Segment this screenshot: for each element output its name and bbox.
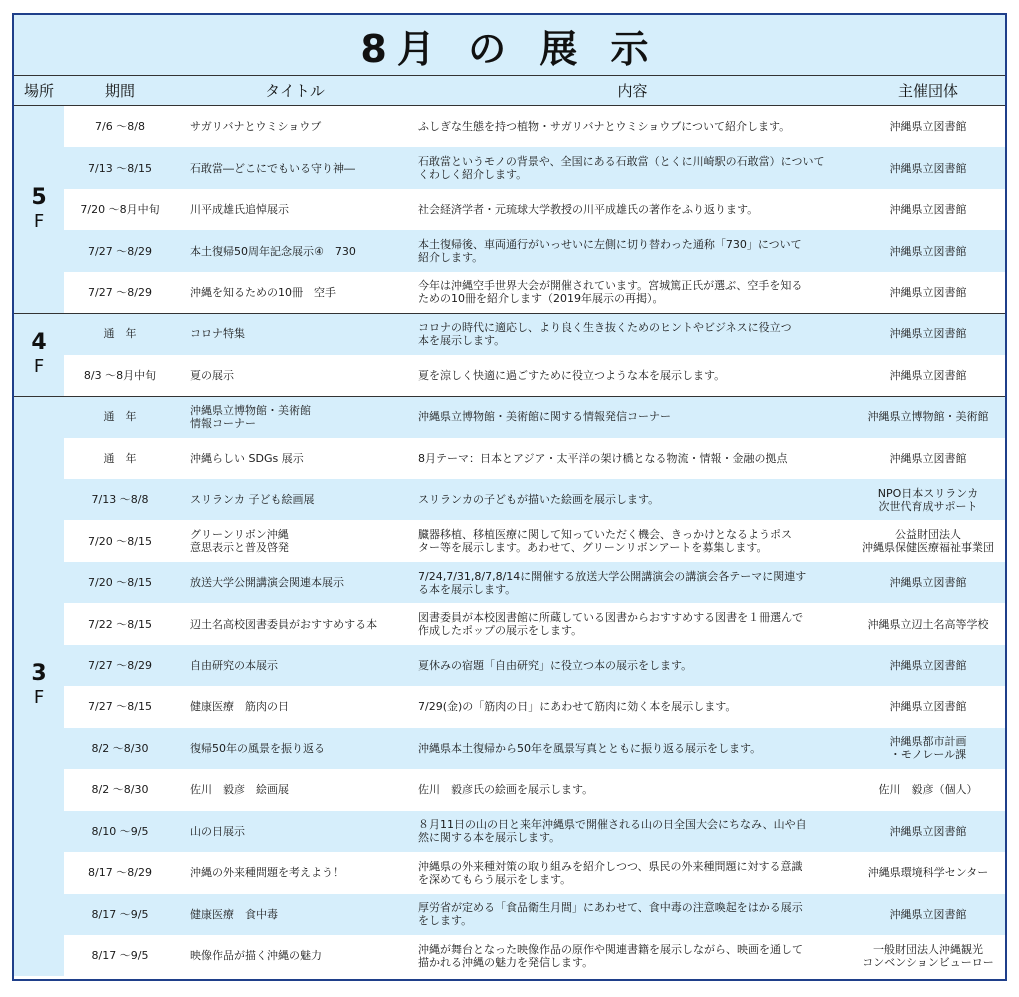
row-title: 夏の展示	[190, 368, 234, 382]
floor-label-3f	[14, 396, 64, 976]
row-content: スリランカの子どもが描いた絵画を展示します。	[418, 493, 660, 507]
floor-number: 3	[31, 661, 47, 686]
row-title: グリーンリボン沖縄 意思表示と普及啓発	[190, 528, 289, 555]
row-content: 沖縄県立博物館・美術館に関する情報発信コーナー	[418, 410, 671, 424]
row-title: 放送大学公開講演会関連本展示	[190, 576, 344, 590]
row-content: 8月テーマ：日本とアジア・太平洋の架け橋となる物流・情報・金融の拠点	[418, 451, 788, 465]
row-organizer: 沖縄県立図書館	[889, 161, 967, 175]
table-row	[64, 935, 1005, 976]
row-organizer: 沖縄県立図書館	[889, 327, 967, 341]
row-organizer: 公益財団法人 沖縄県保健医療福祉事業団	[862, 528, 994, 555]
row-organizer: 沖縄県立図書館	[889, 700, 967, 714]
row-content: 臓器移植、移植医療に関して知っていただく機会、きっかけとなるようポス ター等を展示します。あわせて、グリーンリボンアートを募集します。	[418, 528, 792, 555]
table-header	[14, 75, 1005, 106]
row-period: 8/17 ～8/29	[88, 866, 152, 880]
row-content: ８月11日の山の日と来年沖縄県で開催される山の日全国大会にちなみ、山や自 然に関する本を展示します。	[418, 818, 807, 845]
exhibition-table	[12, 13, 1007, 981]
table-row	[64, 479, 1005, 520]
row-title: 沖縄らしい SDGs 展示	[190, 451, 304, 465]
row-period: 7/27 ～8/29	[88, 285, 152, 299]
row-organizer: 沖縄県環境科学センター	[867, 866, 989, 880]
table-row	[64, 728, 1005, 769]
row-title: 沖縄を知るための10冊 空手	[190, 285, 336, 299]
row-content: 7/24,7/31,8/7,8/14に開催する放送大学公開講演会の講演会各テーマに関連す る本を展示します。	[418, 569, 807, 596]
row-content: 沖縄が舞台となった映像作品の原作や関連書籍を展示しながら、映画を通して 描かれる沖縄の魅力を発信します。	[418, 942, 803, 969]
row-organizer: 佐川 毅彦（個人）	[878, 783, 978, 797]
row-content: コロナの時代に適応し、より良く生き抜くためのヒントやビジネスに役立つ 本を展示します。	[418, 320, 792, 347]
row-content: ふしぎな生態を持つ植物・サガリバナとウミショウブについて紹介します。	[418, 120, 791, 134]
row-content: 7/29(金)の「筋肉の日」にあわせて筋肉に効く本を展示します。	[418, 700, 737, 714]
row-period: 7/6 ～8/8	[95, 120, 145, 134]
table-row	[64, 396, 1005, 437]
row-period: 7/13 ～8/8	[91, 493, 149, 507]
table-row	[64, 230, 1005, 271]
row-period: 8/3 ～8月中旬	[83, 368, 157, 382]
row-organizer: 沖縄県立図書館	[889, 451, 967, 465]
row-organizer: NPO日本スリランカ 次世代育成サポート	[877, 486, 979, 513]
floor-number: 5	[31, 184, 47, 210]
header-title: タイトル	[265, 82, 325, 100]
row-period: 8/17 ～9/5	[91, 907, 149, 921]
row-title: 佐川 毅彦 絵画展	[190, 783, 289, 797]
row-organizer: 沖縄県立図書館	[889, 576, 967, 590]
row-organizer: 沖縄県立博物館・美術館	[867, 410, 989, 424]
row-title: 映像作品が描く沖縄の魅力	[190, 949, 322, 963]
row-period: 8/17 ～9/5	[91, 949, 149, 963]
row-content: 本土復帰後、車両通行がいっせいに左側に切り替わった通称「730」について 紹介します。	[418, 238, 802, 265]
row-organizer: 一般財団法人沖縄観光 コンベンションビューロー	[862, 942, 994, 969]
row-organizer: 沖縄県立図書館	[889, 907, 967, 921]
table-row	[64, 603, 1005, 644]
table-row	[64, 562, 1005, 603]
row-title: スリランカ 子ども絵画展	[190, 493, 315, 507]
row-content: 佐川 毅彦氏の絵画を展示します。	[418, 783, 594, 797]
row-title: 辺土名高校図書委員がおすすめする本	[190, 617, 378, 631]
row-content: 沖縄県本土復帰から50年を風景写真とともに振り返る展示をします。	[418, 741, 762, 755]
header-content: 内容	[617, 82, 648, 100]
row-title: コロナ特集	[190, 327, 245, 341]
table-row	[64, 852, 1005, 893]
header-place: 場所	[23, 82, 54, 100]
row-organizer: 沖縄県立図書館	[889, 368, 967, 382]
row-title: 自由研究の本展示	[190, 659, 278, 673]
row-period: 7/20 ～8月中旬	[80, 203, 160, 217]
row-organizer: 沖縄県立辺土名高等学校	[867, 617, 989, 631]
row-content: 図書委員が本校図書館に所蔵している図書からおすすめする図書を１冊選んで 作成したポップの展示をします。	[418, 611, 804, 638]
row-title: 健康医療 食中毒	[190, 907, 278, 921]
row-organizer: 沖縄県立図書館	[889, 824, 967, 838]
table-row	[64, 189, 1005, 230]
row-period: 通 年	[103, 410, 137, 424]
row-organizer: 沖縄県都市計画 ・モノレール課	[889, 735, 967, 762]
row-period: 7/27 ～8/15	[88, 700, 152, 714]
header-organizer: 主催団体	[897, 82, 958, 100]
row-content: 石敢當というモノの背景や、全国にある石敢當（とくに川崎駅の石敢當）について くわしく紹介します。	[418, 155, 825, 182]
floor-label-5f	[14, 106, 64, 313]
row-organizer: 沖縄県立図書館	[889, 659, 967, 673]
row-period: 通 年	[103, 451, 137, 465]
row-title: 健康医療 筋肉の日	[190, 700, 289, 714]
row-title: サガリバナとウミショウブ	[190, 120, 322, 134]
floor-suffix: F	[33, 210, 45, 232]
row-title: 本土復帰50周年記念展示④ 730	[190, 244, 356, 258]
row-content: 今年は沖縄空手世界大会が開催されています。宮城篤正氏が選ぶ、空手を知る ための10冊を紹介します（2019年展示の再掲）。	[418, 279, 803, 306]
table-row	[64, 313, 1005, 354]
row-content: 夏を涼しく快適に過ごすために役立つような本を展示します。	[418, 368, 726, 382]
row-period: 7/22 ～8/15	[88, 617, 152, 631]
row-title: 沖縄県立博物館・美術館 情報コーナー	[190, 403, 311, 430]
row-title: 復帰50年の風景を振り返る	[190, 741, 325, 755]
row-period: 7/20 ～8/15	[88, 576, 152, 590]
row-period: 7/27 ～8/29	[88, 659, 152, 673]
row-content: 沖縄県の外来種対策の取り組みを紹介しつつ、県民の外来種問題に対する意識 を深めてもらう展示をします。	[418, 859, 803, 886]
table-row	[64, 894, 1005, 935]
table-row	[64, 686, 1005, 727]
row-period: 7/27 ～8/29	[88, 244, 152, 258]
table-row	[64, 811, 1005, 852]
row-organizer: 沖縄県立図書館	[889, 244, 967, 258]
floor-divider	[14, 396, 1005, 397]
table-row	[64, 645, 1005, 686]
row-period: 8/2 ～8/30	[91, 741, 149, 755]
row-content: 社会経済学者・元琉球大学教授の川平成雄氏の著作をふり返ります。	[418, 203, 759, 217]
row-organizer: 沖縄県立図書館	[889, 285, 967, 299]
table-row	[64, 272, 1005, 313]
floor-suffix: F	[33, 355, 45, 377]
table-row	[64, 769, 1005, 810]
floor-divider	[14, 313, 1005, 314]
row-period: 7/20 ～8/15	[88, 534, 152, 548]
row-title: 川平成雄氏追悼展示	[190, 203, 289, 217]
row-title: 石敢當―どこにでもいる守り神―	[190, 161, 355, 175]
row-title: 沖縄の外来種問題を考えよう！	[190, 866, 344, 880]
table-row	[64, 438, 1005, 479]
table-row	[64, 521, 1005, 562]
row-organizer: 沖縄県立図書館	[889, 120, 967, 134]
row-period: 通 年	[103, 327, 137, 341]
table-row	[64, 147, 1005, 188]
floor-number: 4	[31, 329, 47, 355]
row-period: 7/13 ～8/15	[88, 161, 152, 175]
page-title: 8月 の 展 示	[14, 15, 1005, 75]
row-title: 山の日展示	[190, 824, 245, 838]
row-content: 夏休みの宿題「自由研究」に役立つ本の展示をします。	[418, 659, 693, 673]
row-period: 8/2 ～8/30	[91, 783, 149, 797]
row-period: 8/10 ～9/5	[91, 824, 149, 838]
floor-suffix: F	[33, 687, 45, 708]
table-row	[64, 355, 1005, 396]
row-organizer: 沖縄県立図書館	[889, 203, 967, 217]
row-content: 厚労省が定める「食品衛生月間」にあわせて、食中毒の注意喚起をはかる展示 をします。	[418, 901, 803, 928]
floor-label-4f	[14, 313, 64, 396]
table-row	[64, 106, 1005, 147]
header-period: 期間	[104, 82, 135, 100]
